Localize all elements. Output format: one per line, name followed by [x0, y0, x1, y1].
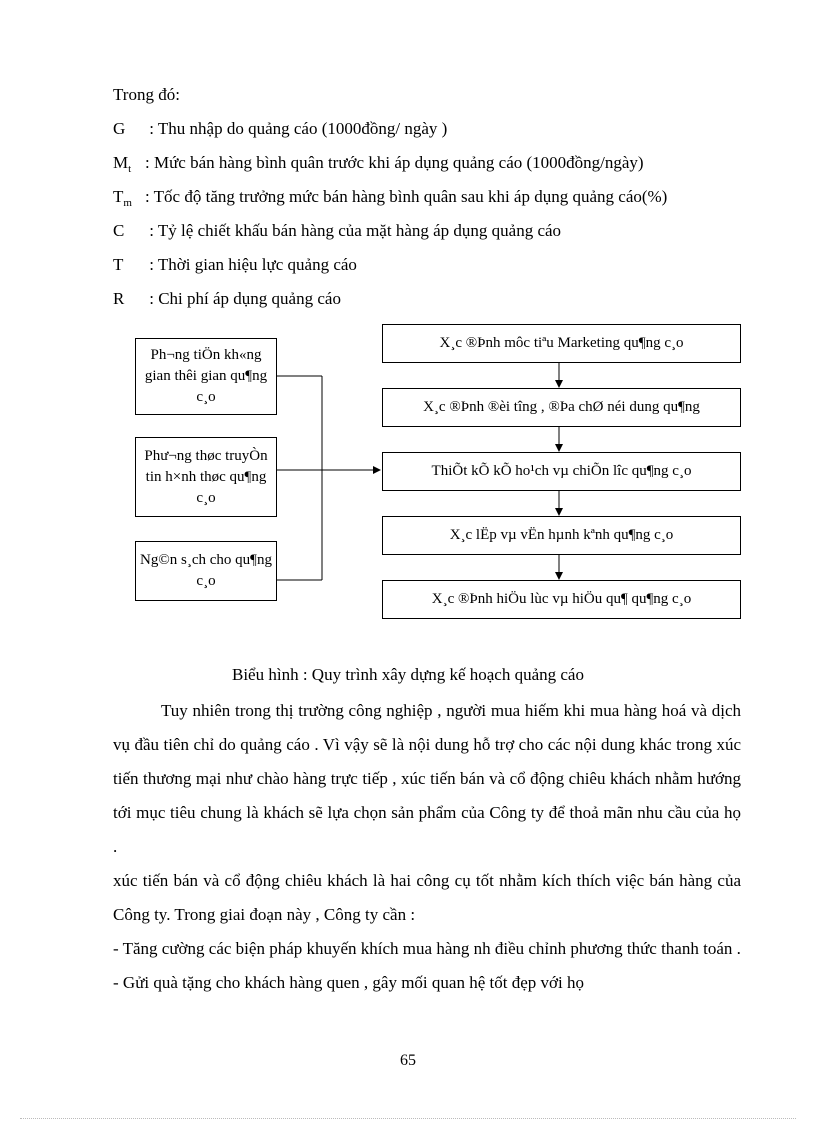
paragraph: - Gửi quà tặng cho khách hàng quen , gây mối quan hệ tốt đẹp với họ	[113, 973, 584, 992]
definition-text: : Thu nhập do quảng cáo (1000đồng/ ngày )	[145, 119, 448, 138]
definition-symbol: M	[113, 153, 129, 172]
page-divider	[20, 1118, 796, 1119]
body-text	[113, 694, 741, 1000]
flow-box-audience: X¸c ®Þnh ®èi tîng , ®Þa chØ néi dung qu¶ng	[382, 388, 741, 427]
page-number: 65	[400, 1052, 416, 1069]
definition-symbol: G	[113, 119, 126, 138]
flow-box-method: Phư¬ng thøc truyÒn tin h×nh thøc qu¶ng c¸o	[135, 437, 277, 517]
flow-box-plan: ThiÕt kÕ kÕ ho¹ch vµ chiÕn lîc qu¶ng c¸o	[382, 452, 741, 491]
definition-text: : Tỷ lệ chiết khấu bán hàng của mặt hàng áp dụng quảng cáo	[145, 221, 562, 240]
flow-box-channel: X¸c lËp vµ vËn hµnh kªnh qu¶ng c¸o	[382, 516, 741, 555]
flow-box-budget: Ng©n s¸ch cho qu¶ng c¸o	[135, 541, 277, 601]
definition-symbol: C	[113, 221, 125, 240]
flow-box-media: Ph¬ng tiÖn kh«ng gian thêi gian qu¶ng c¸o	[135, 338, 277, 415]
paragraph: - Tăng cường các biện pháp khuyến khích mua hàng nh điều chỉnh phương thức thanh toán .	[113, 939, 741, 958]
flow-box-effectiveness: X¸c ®Þnh hiÖu lùc vµ hiÖu qu¶ qu¶ng c¸o	[382, 580, 741, 619]
definition-text: : Mức bán hàng bình quân trước khi áp dụng quảng cáo (1000đồng/ngày)	[145, 153, 644, 172]
definition-text: : Tốc độ tăng trưởng mức bán hàng bình quân sau khi áp dụng quảng cáo(%)	[145, 187, 668, 206]
intro-text: Trong đó:	[113, 85, 180, 104]
definition-text: : Chi phí áp dụng quảng cáo	[145, 289, 341, 308]
paragraph: Tuy nhiên trong thị trường công nghiệp , người mua hiếm khi mua hàng hoá và dịch vụ đầu tiên chỉ do quảng cáo . Vì vậy sẽ là nội dung hỗ trợ cho các nội dung khác trong xúc tiến thương mại như chào hàng trực tiếp , xúc tiến bán và cổ động chiêu khách nhằm hướng tới mục tiêu chung là khách sẽ lựa chọn sản phẩm của Công ty để thoả mãn nhu cầu của họ .	[113, 701, 741, 856]
definition-subscript: m	[123, 197, 132, 209]
definition-symbol: R	[113, 289, 125, 308]
flow-box-objective: X¸c ®Þnh môc tiªu Marketing qu¶ng c¸o	[382, 324, 741, 363]
definition-symbol: T	[113, 187, 124, 206]
definition-text: : Thời gian hiệu lực quảng cáo	[145, 255, 357, 274]
definition-subscript: t	[128, 163, 132, 175]
paragraph: xúc tiến bán và cổ động chiêu khách là hai công cụ tốt nhằm kích thích việc bán hàng của Công ty. Trong giai đoạn này , Công ty cần :	[113, 871, 741, 924]
figure-caption: Biểu hình : Quy trình xây dựng kế hoạch quảng cáo	[232, 665, 584, 684]
definition-symbol: T	[113, 255, 124, 274]
